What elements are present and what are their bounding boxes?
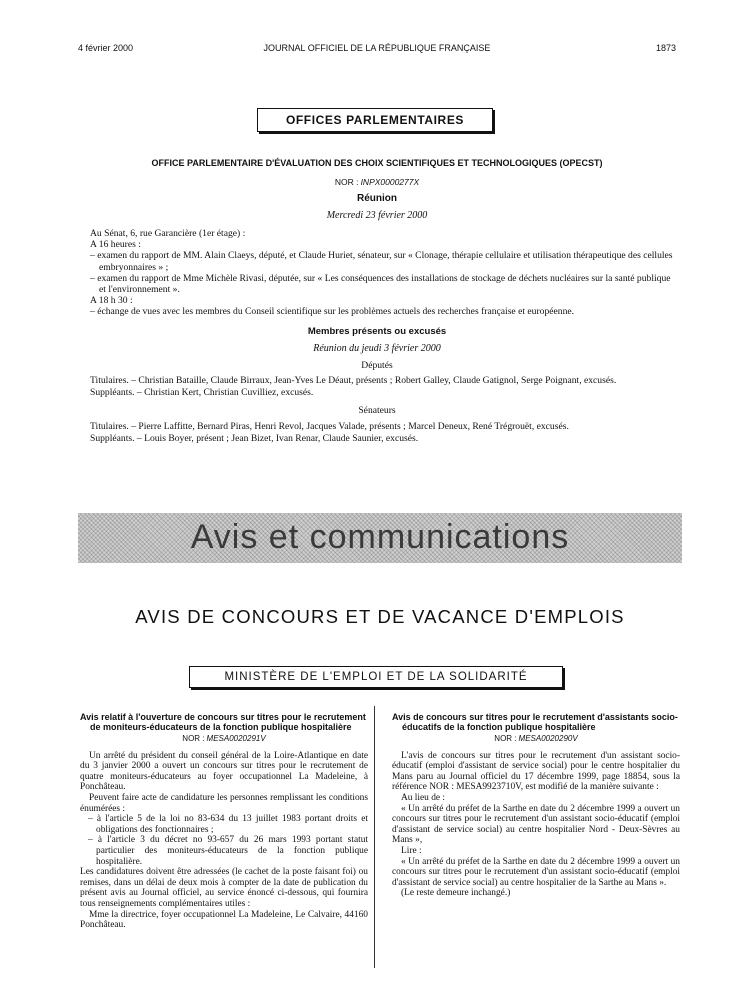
nor-value: MESA0020291V <box>206 734 266 743</box>
article-title: Avis relatif à l'ouverture de concours sur titres pour le recrutement de moniteurs-éducateurs de la fonction publique hospitalière <box>80 712 366 732</box>
article-title: Avis de concours sur titres pour le recrutement d'assistants socio-éducatifs de la fonction publique hospitalière <box>392 712 678 732</box>
left-article <box>80 712 368 931</box>
right-article <box>392 712 680 899</box>
article-body <box>392 751 680 899</box>
section-banner-title: Avis et communications <box>190 518 570 556</box>
agenda-time: A 18 h 30 : <box>90 295 133 307</box>
deputes-label: Députés <box>361 360 393 371</box>
deputes-suppleants: Suppléants. – Christian Kert, Christian Cuvilliez, excusés. <box>90 386 314 398</box>
article-paragraph: L'avis de concours sur titres pour le recrutement d'un assistant socio-éducatif (emploi d'assistant de service social) pour le centre hospitalier du Mans paru au Journal officiel du 17 décembre 1999, page 18854, sous la référence NOR : MESA9923710V, est modifié de la manière suivante : <box>392 750 680 793</box>
ministere-title: MINISTÈRE DE L'EMPLOI ET DE LA SOLIDARITÉ <box>224 671 528 683</box>
nor-label: NOR : <box>494 734 517 743</box>
ministere-box <box>189 666 563 688</box>
agenda-location: Au Sénat, 6, rue Garancière (1er étage) : <box>90 228 246 239</box>
reunion-title: Réunion <box>357 193 397 204</box>
nor-label: NOR : <box>182 734 205 743</box>
nor-label: NOR : <box>334 177 359 187</box>
agenda-item: – examen du rapport de MM. Alain Claeys, député, et Claude Huriet, sénateur, sur « Clonage, thérapie cellulaire et utilisation thérapeutique des cellules embryonnaires » ; <box>90 250 673 273</box>
article-paragraph: Lire : <box>401 845 422 856</box>
senateurs-list <box>90 421 678 444</box>
agenda <box>90 228 678 318</box>
article-quote: « Un arrêté du préfet de la Sarthe en date du 2 décembre 1999 a ouvert un concours sur titres pour le recrutement d'un assistant socio-éducatif (emploi d'assistant de service social) au centre hospitalier Nord - Deux-Sèvres au Mans », <box>392 803 680 846</box>
article-nor <box>392 734 680 745</box>
agenda-item: – examen du rapport de Mme Michèle Rivasi, députée, sur « Les conséquences des installations de stockage de déchets nucléaires sur la santé publique et l'environnement ». <box>90 272 671 296</box>
membres-date: Réunion du jeudi 3 février 2000 <box>313 343 441 354</box>
nor-value: MESA0020290V <box>518 734 578 743</box>
nor-value: INPX0000277X <box>360 177 420 187</box>
running-header <box>78 43 676 57</box>
header-page-number: 1873 <box>655 43 676 53</box>
senateurs-titulaires: Titulaires. – Pierre Laffitte, Bernard Piras, Henri Revol, Jacques Valade, présents ; Marcel Deneux, René Trégrouët, excusés. <box>90 421 569 432</box>
reunion-date: Mercredi 23 février 2000 <box>326 210 428 221</box>
article-paragraph: Un arrêté du président du conseil général de la Loire-Atlantique en date du 3 janvier 2000 a ouvert un concours sur titres pour le recrutement de quatre moniteurs-éducateurs au foyer occupationnel La Madeleine, à Ponchâteau. <box>80 750 368 793</box>
article-paragraph: Les candidatures doivent être adressées (le cachet de la poste faisant foi) ou remises, dans un délai de deux mois à compter de la date de publication du présent avis au Journal officiel, au service énoncé ci-dessous, qui fournira tous renseignements complémentaires utiles : <box>80 867 368 909</box>
article-paragraph: Peuvent faire acte de candidature les personnes remplissant les conditions énumérées : <box>80 792 368 814</box>
senateurs-suppleants: Suppléants. – Louis Boyer, présent ; Jean Bizet, Ivan Renar, Claude Saunier, excusés. <box>90 432 419 444</box>
column-divider <box>374 706 375 968</box>
article-nor <box>80 734 368 745</box>
agenda-item: – échange de vues avec les membres du Conseil scientifique sur les problèmes actuels des recherches française et européenne. <box>90 306 575 318</box>
deputes-titulaires: Titulaires. – Christian Bataille, Claude Birraux, Jean-Yves Le Déaut, présents ; Robert Galley, Claude Gatignol, Serge Poignant, excusés. <box>90 375 617 386</box>
header-date: 4 février 2000 <box>78 43 134 53</box>
article-paragraph: (Le reste demeure inchangé.) <box>401 888 511 899</box>
article-quote: « Un arrêté du préfet de la Sarthe en date du 2 décembre 1999 a ouvert un concours sur titres pour le recrutement d'un assistant socio-éducatif (emploi d'assistant de service social) au centre hospitalier de la Sarthe au Mans ». <box>392 856 680 888</box>
concours-title: AVIS DE CONCOURS ET DE VACANCE D'EMPLOIS <box>135 606 625 627</box>
deputes-list <box>90 375 678 398</box>
article-body <box>80 751 368 931</box>
office-nor <box>78 177 676 187</box>
membres-title: Membres présents ou excusés <box>307 326 447 337</box>
article-address: Mme la directrice, foyer occupationnel La Madeleine, Le Calvaire, 44160 Ponchâteau. <box>80 909 368 931</box>
article-list-item: – à l'article 3 du décret no 93-657 du 26 mars 1993 portant statut particulier des moniteurs-éducateurs de la fonction publique hospitalière. <box>88 835 368 867</box>
senateurs-label: Sénateurs <box>358 405 396 416</box>
section-banner <box>78 513 682 563</box>
article-list-item: – à l'article 5 de la loi no 83-634 du 13 juillet 1983 portant droits et obligations des fonctionnaires ; <box>88 814 368 835</box>
offices-heading-box <box>257 108 493 132</box>
article-paragraph: Au lieu de : <box>401 792 446 803</box>
agenda-time: A 16 heures : <box>90 239 141 251</box>
header-journal-title: JOURNAL OFFICIEL DE LA RÉPUBLIQUE FRANÇAISE <box>263 43 491 53</box>
office-title: OFFICE PARLEMENTAIRE D'ÉVALUATION DES CHOIX SCIENTIFIQUES ET TECHNOLOGIQUES (OPECST) <box>151 158 603 168</box>
offices-heading: OFFICES PARLEMENTAIRES <box>285 113 465 127</box>
